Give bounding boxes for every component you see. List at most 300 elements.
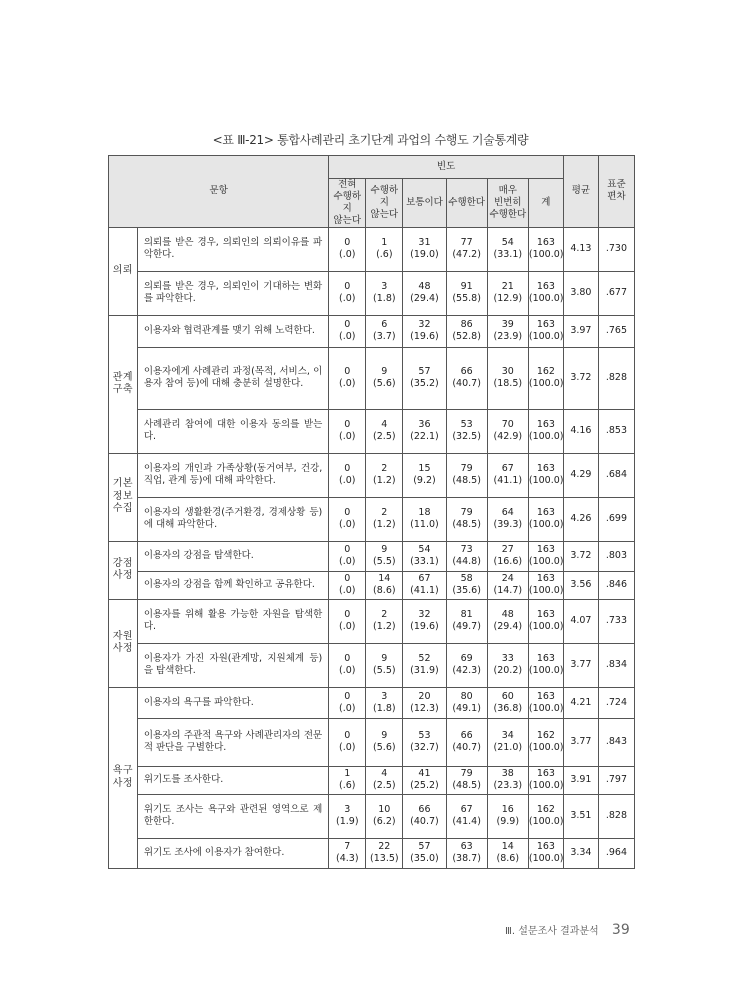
frequency-count: 86 [460,319,473,331]
table-row [109,718,635,766]
frequency-count: 163 [536,463,555,475]
frequency-cell [403,315,446,347]
frequency-cell [446,838,487,868]
frequency-percent: (100.0) [528,621,564,632]
frequency-cell [487,541,528,571]
frequency-count: 31 [418,237,431,249]
sd-cell: .843 [598,718,634,766]
frequency-cell [528,766,563,794]
frequency-percent: (44.8) [452,556,481,567]
frequency-count: 67 [460,804,473,816]
frequency-count: 9 [381,730,388,742]
frequency-percent: (41.4) [452,816,481,827]
frequency-count: 0 [344,507,351,519]
header-freq-col: 매우 빈번히 수행한다 [487,179,528,228]
group-label: 욕구 사정 [109,687,138,868]
item-text: 이용자의 강점을 함께 확인하고 공유한다. [137,571,328,599]
group-label: 관계 구축 [109,315,138,453]
frequency-count: 0 [344,237,351,249]
item-text: 의뢰를 받은 경우, 의뢰인이 기대하는 변화를 파악한다. [137,271,328,315]
frequency-count: 4 [381,768,388,780]
sd-cell: .853 [598,409,634,453]
frequency-count: 163 [536,653,555,665]
sd-cell: .828 [598,794,634,838]
frequency-percent: (5.6) [373,742,396,753]
frequency-cell [446,409,487,453]
frequency-cell [329,599,366,643]
frequency-cell [403,766,446,794]
frequency-cell [528,347,563,409]
frequency-cell [329,643,366,687]
frequency-cell [329,347,366,409]
frequency-percent: (29.4) [410,293,439,304]
table-row [109,271,635,315]
frequency-cell [403,497,446,541]
frequency-percent: (1.2) [373,519,396,530]
table-row [109,599,635,643]
frequency-cell [487,497,528,541]
frequency-count: 66 [460,730,473,742]
frequency-cell [487,838,528,868]
frequency-count: 79 [460,463,473,475]
frequency-count: 163 [536,419,555,431]
frequency-count: 162 [536,730,555,742]
frequency-percent: (1.8) [373,702,396,714]
item-text: 이용자에게 사례관리 과정(목적, 서비스, 이용자 참여 등)에 대해 충분히 설명한다. [137,347,328,409]
frequency-percent: (.0) [339,665,356,676]
frequency-count: 2 [381,463,388,475]
frequency-percent: (40.7) [452,378,481,389]
item-text: 이용자의 주관적 욕구와 사례관리자의 전문적 판단을 구별한다. [137,718,328,766]
frequency-cell [446,794,487,838]
frequency-cell [528,838,563,868]
frequency-cell [366,718,403,766]
frequency-cell [528,227,563,271]
table-row [109,838,635,868]
frequency-percent: (32.7) [410,742,439,753]
frequency-count: 60 [501,690,514,702]
frequency-count: 0 [344,319,351,331]
item-text: 위기도 조사에 이용자가 참여한다. [137,838,328,868]
frequency-percent: (100.0) [528,475,564,486]
frequency-percent: (100.0) [528,293,564,304]
item-text: 이용자를 위해 활용 가능한 자원을 탐색한다. [137,599,328,643]
frequency-count: 73 [460,544,473,556]
frequency-percent: (47.2) [452,249,481,260]
item-text: 이용자와 협력관계를 맺기 위해 노력한다. [137,315,328,347]
frequency-count: 38 [501,768,514,780]
frequency-count: 41 [418,768,431,780]
frequency-cell [403,541,446,571]
frequency-cell [446,453,487,497]
mean-cell: 4.26 [563,497,598,541]
frequency-percent: (9.9) [496,816,520,827]
frequency-cell [329,766,366,794]
frequency-count: 0 [344,419,351,431]
frequency-cell [329,227,366,271]
frequency-cell [446,687,487,718]
item-text: 의뢰를 받은 경우, 의뢰인의 의뢰이유를 파악한다. [137,227,328,271]
frequency-count: 163 [536,507,555,519]
frequency-percent: (.0) [339,742,356,753]
frequency-percent: (25.2) [410,780,439,791]
sd-cell: .730 [598,227,634,271]
frequency-count: 9 [381,653,388,665]
frequency-percent: (49.7) [452,621,481,632]
frequency-percent: (42.9) [493,431,523,442]
frequency-percent: (11.0) [410,519,439,530]
frequency-count: 162 [536,804,555,816]
table-caption: <표 Ⅲ-21> 통합사례관리 초기단계 과업의 수행도 기술통계량 [212,133,529,147]
frequency-cell [528,497,563,541]
sd-cell: .733 [598,599,634,643]
frequency-cell [528,271,563,315]
mean-cell: 3.72 [563,541,598,571]
frequency-count: 3 [381,690,388,702]
frequency-percent: (14.7) [493,585,523,596]
frequency-count: 34 [501,730,514,742]
header-item: 문항 [109,156,329,228]
frequency-percent: (12.3) [410,702,439,714]
mean-cell: 3.77 [563,643,598,687]
frequency-count: 53 [460,419,473,431]
frequency-count: 9 [381,544,388,556]
frequency-count: 163 [536,573,555,585]
sd-cell: .699 [598,497,634,541]
frequency-cell [446,718,487,766]
frequency-cell [528,315,563,347]
frequency-percent: (5.6) [373,378,396,389]
frequency-count: 21 [501,281,514,293]
frequency-count: 67 [418,573,431,585]
frequency-percent: (12.9) [493,293,523,304]
frequency-count: 14 [501,841,514,853]
frequency-cell [528,687,563,718]
frequency-cell [487,571,528,599]
frequency-cell [403,838,446,868]
frequency-count: 10 [378,804,391,816]
item-text: 이용자가 가진 자원(관계망, 지원체계 등)을 탐색한다. [137,643,328,687]
frequency-cell [366,347,403,409]
frequency-percent: (100.0) [528,556,564,567]
frequency-percent: (23.3) [493,780,523,791]
header-freq-col: 계 [528,179,563,228]
frequency-percent: (100.0) [528,816,564,827]
frequency-cell [446,766,487,794]
frequency-percent: (22.1) [410,431,439,442]
frequency-count: 0 [344,653,351,665]
frequency-percent: (.0) [339,331,356,342]
frequency-cell [446,347,487,409]
frequency-count: 9 [381,366,388,378]
frequency-cell [366,227,403,271]
frequency-cell [366,497,403,541]
mean-cell: 4.13 [563,227,598,271]
frequency-count: 33 [501,653,514,665]
frequency-count: 18 [418,507,431,519]
mean-cell: 3.51 [563,794,598,838]
frequency-cell [487,794,528,838]
frequency-count: 30 [501,366,514,378]
frequency-count: 163 [536,237,555,249]
footer-section: Ⅲ. 설문조사 결과분석 [505,926,599,937]
frequency-percent: (21.0) [493,742,523,753]
frequency-cell [403,599,446,643]
frequency-percent: (6.2) [373,816,396,827]
frequency-cell [329,838,366,868]
frequency-cell [528,409,563,453]
frequency-percent: (.0) [339,621,356,632]
mean-cell: 3.91 [563,766,598,794]
frequency-cell [366,838,403,868]
item-text: 사례관리 참여에 대한 이용자 동의를 받는다. [137,409,328,453]
frequency-count: 163 [536,281,555,293]
sd-cell: .797 [598,766,634,794]
mean-cell: 3.80 [563,271,598,315]
frequency-count: 163 [536,690,555,702]
frequency-cell [403,643,446,687]
frequency-cell [329,271,366,315]
frequency-percent: (52.8) [452,331,481,342]
frequency-percent: (.6) [376,249,393,260]
frequency-percent: (.0) [339,585,356,596]
frequency-percent: (100.0) [528,378,564,389]
header-freq-col: 보통이다 [403,179,446,228]
sd-cell: .964 [598,838,634,868]
frequency-cell [329,794,366,838]
frequency-count: 54 [418,544,431,556]
frequency-percent: (.0) [339,556,356,567]
sd-cell: .724 [598,687,634,718]
frequency-count: 16 [501,804,514,816]
frequency-percent: (100.0) [528,585,564,596]
frequency-percent: (19.0) [410,249,439,260]
frequency-cell [487,271,528,315]
sd-cell: .828 [598,347,634,409]
frequency-percent: (55.8) [452,293,481,304]
frequency-count: 81 [460,609,473,621]
frequency-count: 0 [344,281,351,293]
frequency-percent: (35.6) [452,585,481,596]
frequency-percent: (8.6) [496,853,520,864]
frequency-cell [366,409,403,453]
frequency-count: 32 [418,319,431,331]
frequency-percent: (38.7) [452,853,481,864]
mean-cell: 3.97 [563,315,598,347]
frequency-percent: (23.9) [493,331,523,342]
frequency-cell [528,794,563,838]
frequency-percent: (18.5) [493,378,523,389]
frequency-count: 24 [501,573,514,585]
frequency-count: 0 [344,609,351,621]
frequency-count: 52 [418,653,431,665]
frequency-percent: (.0) [339,475,356,486]
frequency-cell [487,599,528,643]
frequency-count: 162 [536,366,555,378]
frequency-count: 79 [460,768,473,780]
frequency-count: 77 [460,237,473,249]
frequency-cell [329,453,366,497]
item-text: 이용자의 강점을 탐색한다. [137,541,328,571]
frequency-count: 58 [460,573,473,585]
frequency-percent: (19.6) [410,331,439,342]
frequency-count: 0 [344,366,351,378]
frequency-count: 63 [460,841,473,853]
frequency-percent: (19.6) [410,621,439,632]
mean-cell: 4.21 [563,687,598,718]
table-row [109,409,635,453]
sd-cell: .677 [598,271,634,315]
table-row [109,315,635,347]
frequency-cell [446,315,487,347]
sd-cell: .765 [598,315,634,347]
mean-cell: 3.77 [563,718,598,766]
frequency-count: 91 [460,281,473,293]
frequency-percent: (48.5) [452,475,481,486]
frequency-cell [446,497,487,541]
frequency-cell [528,571,563,599]
frequency-count: 163 [536,544,555,556]
sd-cell: .803 [598,541,634,571]
frequency-count: 27 [501,544,514,556]
frequency-cell [487,227,528,271]
frequency-count: 15 [418,463,431,475]
frequency-percent: (100.0) [528,249,564,260]
frequency-cell [446,599,487,643]
frequency-cell [403,718,446,766]
frequency-cell [366,453,403,497]
frequency-count: 0 [344,730,351,742]
frequency-percent: (42.3) [452,665,481,676]
frequency-count: 70 [501,419,514,431]
frequency-cell [528,453,563,497]
frequency-percent: (20.2) [493,665,523,676]
frequency-count: 22 [378,841,391,853]
frequency-cell [366,315,403,347]
frequency-percent: (36.8) [493,702,523,714]
header-freq-col: 수행하지 않는다 [366,179,403,228]
frequency-cell [366,571,403,599]
frequency-cell [403,271,446,315]
header-mean: 평균 [563,156,598,228]
frequency-percent: (.0) [339,378,356,389]
frequency-cell [446,541,487,571]
frequency-cell [487,687,528,718]
frequency-count: 48 [418,281,431,293]
group-label: 강점 사정 [109,541,138,599]
frequency-percent: (1.2) [373,621,396,632]
frequency-count: 14 [378,573,391,585]
item-text: 이용자의 욕구를 파악한다. [137,687,328,718]
frequency-percent: (40.7) [410,816,439,827]
table-row [109,227,635,271]
frequency-percent: (33.1) [493,249,523,260]
frequency-count: 39 [501,319,514,331]
mean-cell: 4.29 [563,453,598,497]
frequency-cell [366,794,403,838]
frequency-cell [329,687,366,718]
table-row [109,453,635,497]
frequency-count: 57 [418,366,431,378]
frequency-cell [366,687,403,718]
frequency-percent: (.6) [339,780,356,791]
frequency-cell [366,766,403,794]
frequency-percent: (16.6) [493,556,523,567]
table-row [109,643,635,687]
frequency-cell [366,541,403,571]
frequency-count: 69 [460,653,473,665]
frequency-cell [528,718,563,766]
frequency-cell [528,599,563,643]
mean-cell: 4.07 [563,599,598,643]
table-row [109,766,635,794]
table-row [109,571,635,599]
frequency-count: 66 [418,804,431,816]
frequency-count: 66 [460,366,473,378]
item-text: 이용자의 개인과 가족상황(동거여부, 건강, 직업, 관계 등)에 대해 파악한다. [137,453,328,497]
sd-cell: .834 [598,643,634,687]
frequency-percent: (48.5) [452,519,481,530]
frequency-cell [487,315,528,347]
frequency-cell [446,571,487,599]
frequency-percent: (1.9) [336,816,359,827]
frequency-cell [329,497,366,541]
mean-cell: 3.34 [563,838,598,868]
frequency-count: 2 [381,507,388,519]
frequency-cell [403,687,446,718]
frequency-percent: (31.9) [410,665,439,676]
table-row [109,497,635,541]
frequency-cell [487,766,528,794]
frequency-percent: (.0) [339,431,356,442]
frequency-cell [403,453,446,497]
frequency-percent: (.0) [339,702,356,714]
group-label: 의뢰 [109,227,138,315]
frequency-cell [403,227,446,271]
frequency-percent: (9.2) [413,475,436,486]
frequency-count: 0 [344,463,351,475]
table-row [109,541,635,571]
frequency-percent: (32.5) [452,431,481,442]
frequency-cell [403,409,446,453]
frequency-count: 64 [501,507,514,519]
frequency-cell [366,599,403,643]
frequency-percent: (13.5) [370,853,399,864]
page-footer [505,922,630,938]
frequency-count: 32 [418,609,431,621]
frequency-percent: (100.0) [528,780,564,791]
frequency-count: 163 [536,841,555,853]
frequency-cell [487,718,528,766]
frequency-percent: (2.5) [373,780,396,791]
frequency-percent: (.0) [339,249,356,260]
frequency-cell [487,453,528,497]
frequency-percent: (33.1) [410,556,439,567]
frequency-count: 20 [418,690,431,702]
frequency-count: 2 [381,609,388,621]
item-text: 이용자의 생활환경(주거환경, 경제상황 등)에 대해 파악한다. [137,497,328,541]
frequency-percent: (8.6) [373,585,396,596]
frequency-count: 3 [381,281,388,293]
group-label: 자원 사정 [109,599,138,687]
page-number: 39 [611,922,630,938]
group-label: 기본 정보 수집 [109,453,138,541]
frequency-cell [446,227,487,271]
frequency-percent: (.0) [339,519,356,530]
frequency-count: 0 [344,573,351,585]
frequency-percent: (100.0) [528,742,564,753]
frequency-percent: (5.5) [373,665,396,676]
